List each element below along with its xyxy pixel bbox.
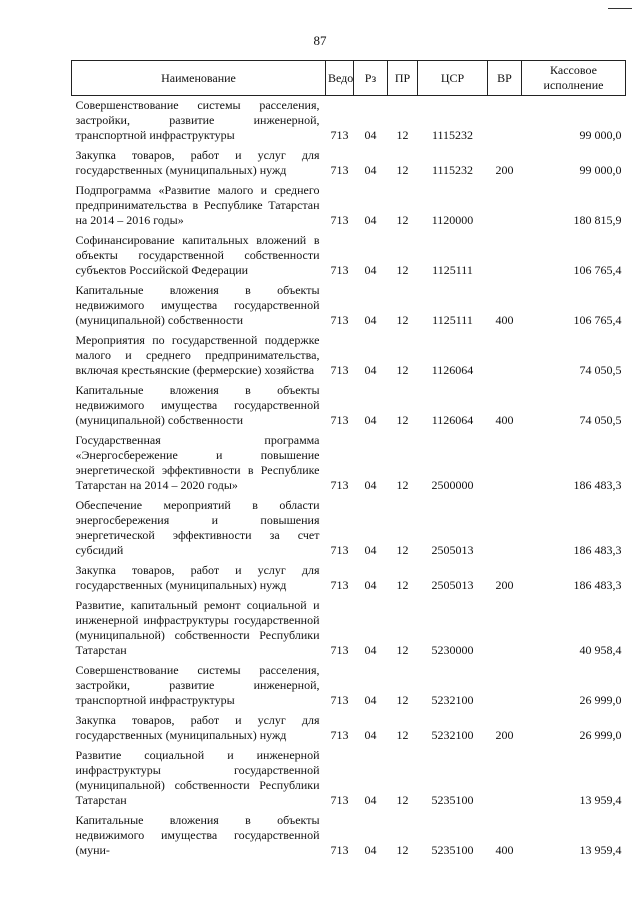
- cell-name: Совершенствование системы расселения, застройки, развитие инженерной, транспортной инфраструктуры: [75, 663, 320, 707]
- cell-ved: 713: [330, 363, 349, 377]
- cell-ved: 713: [330, 163, 349, 177]
- cell-name: Обеспечение мероприятий в области энергосбережения и повышения энергетической эффективности за счет субсидий: [75, 498, 320, 557]
- cell-rz: 04: [364, 478, 377, 492]
- cell-name: Софинансирование капитальных вложений в объекты государственной собственности субъектов Российской Федерации: [75, 233, 320, 277]
- header-sum: Кассовое исполнение: [522, 61, 626, 96]
- cell-pr: 12: [396, 793, 409, 807]
- cell-pr: 12: [396, 263, 409, 277]
- cell-rz: 04: [364, 313, 377, 327]
- cell-rz: 04: [364, 578, 377, 592]
- cell-ved: 713: [330, 478, 349, 492]
- header-csr: ЦСР: [418, 61, 488, 96]
- cell-sum: 186 483,3: [573, 578, 622, 592]
- cell-pr: 12: [396, 643, 409, 657]
- table-row: [72, 596, 626, 661]
- header-pr: ПР: [388, 61, 418, 96]
- table-row: [72, 711, 626, 746]
- cell-csr: 5235100: [431, 793, 474, 807]
- cell-name: Закупка товаров, работ и услуг для государственных (муниципальных) нужд: [75, 563, 320, 592]
- cell-ved: 713: [330, 843, 349, 857]
- cell-sum: 26 999,0: [579, 728, 622, 742]
- cell-pr: 12: [396, 313, 409, 327]
- budget-execution-table: [71, 60, 626, 861]
- cell-sum: 99 000,0: [579, 128, 622, 142]
- cell-sum: 13 959,4: [579, 793, 622, 807]
- table-row: [72, 661, 626, 711]
- cell-ved: 713: [330, 543, 349, 557]
- header-row: [72, 61, 626, 96]
- cell-pr: 12: [396, 163, 409, 177]
- cell-rz: 04: [364, 213, 377, 227]
- cell-rz: 04: [364, 728, 377, 742]
- cell-pr: 12: [396, 578, 409, 592]
- table-body: [72, 96, 626, 862]
- cell-csr: 1125111: [432, 263, 473, 277]
- cell-csr: 1126064: [431, 413, 474, 427]
- table-row: [72, 281, 626, 331]
- cell-vr: [488, 431, 522, 496]
- cell-vr: 200: [495, 728, 514, 742]
- table-row: [72, 811, 626, 861]
- cell-rz: 04: [364, 843, 377, 857]
- cell-rz: 04: [364, 363, 377, 377]
- cell-pr: 12: [396, 693, 409, 707]
- cell-ved: 713: [330, 793, 349, 807]
- cell-ved: 713: [330, 578, 349, 592]
- cell-vr: [488, 596, 522, 661]
- table-header: [72, 61, 626, 96]
- cell-rz: 04: [364, 543, 377, 557]
- table-row: [72, 431, 626, 496]
- cell-name: Капитальные вложения в объекты недвижимого имущества государственной (муниципальной) собственности: [75, 383, 320, 427]
- table-row: [72, 381, 626, 431]
- table-row: [72, 96, 626, 147]
- cell-csr: 2505013: [431, 578, 474, 592]
- cell-rz: 04: [364, 693, 377, 707]
- cell-pr: 12: [396, 543, 409, 557]
- header-rz: Рз: [354, 61, 388, 96]
- cell-vr: [488, 661, 522, 711]
- cell-pr: 12: [396, 728, 409, 742]
- cell-csr: 1115232: [431, 163, 474, 177]
- table-row: [72, 496, 626, 561]
- cell-ved: 713: [330, 728, 349, 742]
- cell-name: Развитие социальной и инженерной инфраструктуры государственной (муниципальной) собственности Республики Татарстан: [75, 748, 320, 807]
- cell-vr: 400: [495, 843, 514, 857]
- cell-name: Капитальные вложения в объекты недвижимого имущества государственной (муниципальной) собственности: [75, 283, 320, 327]
- cell-sum: 26 999,0: [579, 693, 622, 707]
- cell-sum: 180 815,9: [573, 213, 622, 227]
- cell-vr: [488, 181, 522, 231]
- cell-csr: 5230000: [431, 643, 474, 657]
- table-row: [72, 561, 626, 596]
- cell-csr: 2500000: [431, 478, 474, 492]
- cell-pr: 12: [396, 363, 409, 377]
- cell-rz: 04: [364, 163, 377, 177]
- table-row: [72, 231, 626, 281]
- corner-rule: [608, 8, 632, 9]
- cell-sum: 99 000,0: [579, 163, 622, 177]
- cell-rz: 04: [364, 413, 377, 427]
- cell-vr: [488, 746, 522, 811]
- cell-vr: 200: [495, 578, 514, 592]
- cell-csr: 5232100: [431, 728, 474, 742]
- cell-pr: 12: [396, 843, 409, 857]
- cell-csr: 5235100: [431, 843, 474, 857]
- cell-ved: 713: [330, 313, 349, 327]
- cell-ved: 713: [330, 263, 349, 277]
- table-row: [72, 146, 626, 181]
- cell-csr: 1120000: [431, 213, 474, 227]
- cell-vr: 400: [495, 413, 514, 427]
- cell-sum: 74 050,5: [579, 413, 622, 427]
- cell-name: Подпрограмма «Развитие малого и среднего предпринимательства в Республике Татарстан на 2014 – 2016 годы»: [75, 183, 320, 227]
- cell-name: Закупка товаров, работ и услуг для государственных (муниципальных) нужд: [75, 713, 320, 742]
- cell-sum: 106 765,4: [573, 313, 622, 327]
- cell-csr: 2505013: [431, 543, 474, 557]
- cell-csr: 1125111: [432, 313, 473, 327]
- cell-ved: 713: [330, 643, 349, 657]
- cell-vr: 400: [495, 313, 514, 327]
- cell-pr: 12: [396, 128, 409, 142]
- cell-sum: 74 050,5: [579, 363, 622, 377]
- cell-name: Развитие, капитальный ремонт социальной и инженерной инфраструктуры государственной (муниципальной) собственности Республики Татарстан: [75, 598, 320, 657]
- cell-name: Совершенствование системы расселения, застройки, развитие инженерной, транспортной инфраструктуры: [75, 98, 320, 142]
- table-row: [72, 181, 626, 231]
- cell-pr: 12: [396, 213, 409, 227]
- page-number: 87: [313, 33, 327, 48]
- cell-vr: [488, 231, 522, 281]
- cell-pr: 12: [396, 413, 409, 427]
- cell-ved: 713: [330, 213, 349, 227]
- table-row: [72, 746, 626, 811]
- cell-vr: [488, 331, 522, 381]
- cell-csr: 1115232: [431, 128, 474, 142]
- cell-ved: 713: [330, 693, 349, 707]
- cell-name: Мероприятия по государственной поддержке малого и среднего предпринимательства, включая крестьянские (фермерские) хозяйства: [75, 333, 320, 377]
- header-vr: ВР: [488, 61, 522, 96]
- cell-vr: 200: [495, 163, 514, 177]
- cell-ved: 713: [330, 413, 349, 427]
- cell-vr: [488, 96, 522, 147]
- cell-sum: 40 958,4: [579, 643, 622, 657]
- cell-csr: 1126064: [431, 363, 474, 377]
- header-ved: Ведо: [326, 61, 354, 96]
- cell-sum: 186 483,3: [573, 478, 622, 492]
- cell-name: Капитальные вложения в объекты недвижимого имущества государственной (муни-: [75, 813, 320, 857]
- cell-sum: 106 765,4: [573, 263, 622, 277]
- cell-sum: 13 959,4: [579, 843, 622, 857]
- cell-rz: 04: [364, 643, 377, 657]
- cell-rz: 04: [364, 128, 377, 142]
- table-row: [72, 331, 626, 381]
- cell-pr: 12: [396, 478, 409, 492]
- cell-vr: [488, 496, 522, 561]
- header-name: Наименование: [72, 61, 326, 96]
- cell-name: Закупка товаров, работ и услуг для государственных (муниципальных) нужд: [75, 148, 320, 177]
- cell-rz: 04: [364, 793, 377, 807]
- cell-sum: 186 483,3: [573, 543, 622, 557]
- cell-rz: 04: [364, 263, 377, 277]
- cell-csr: 5232100: [431, 693, 474, 707]
- cell-ved: 713: [330, 128, 349, 142]
- cell-name: Государственная программа «Энергосбережение и повышение энергетической эффективности в Республике Татарстан на 2014 – 2020 годы»: [75, 433, 320, 492]
